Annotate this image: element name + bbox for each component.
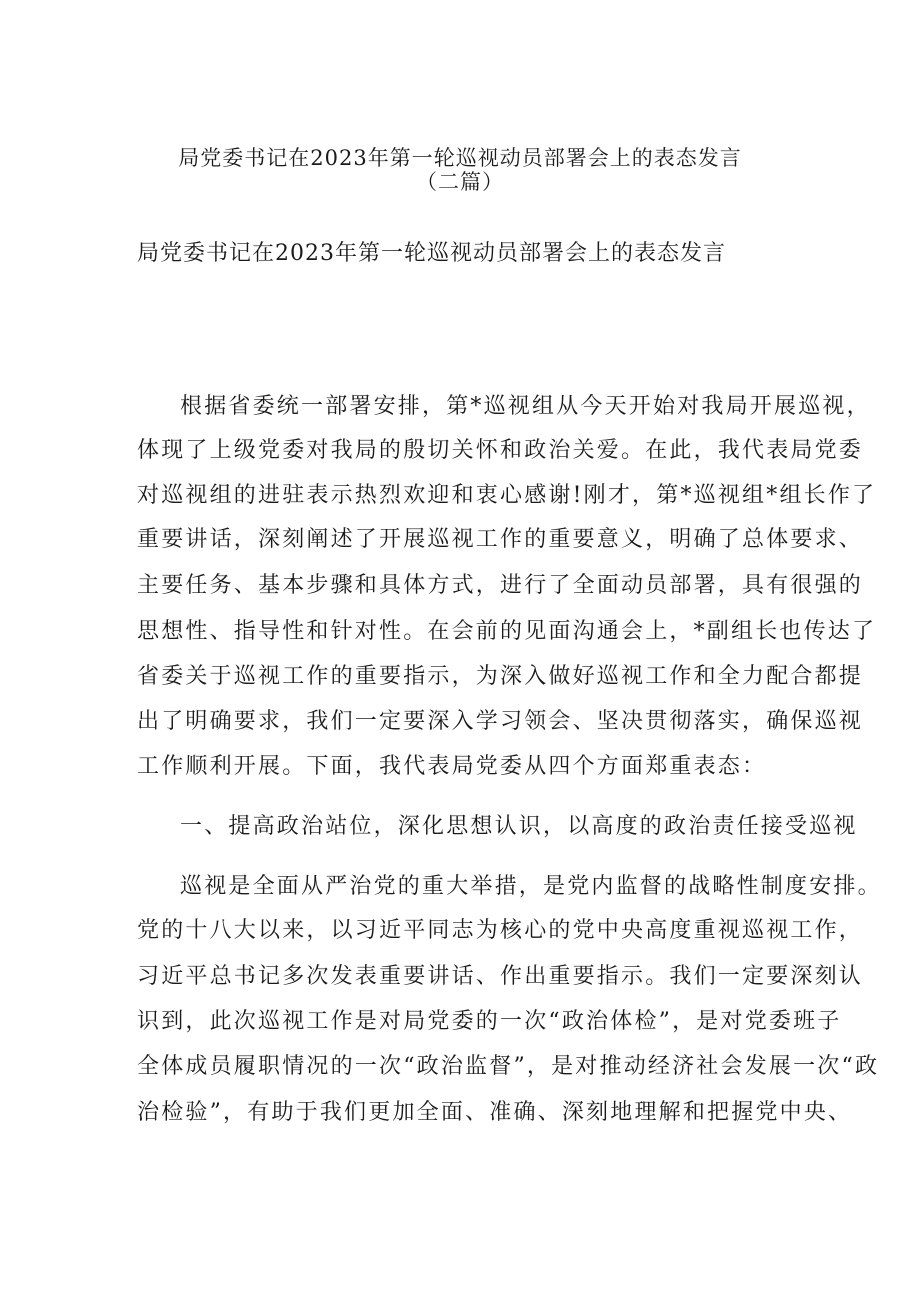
body-line: 重要讲话，深刻阐述了开展巡视工作的重要意义，明确了总体要求、: [137, 527, 864, 552]
body-line: 主要任务、基本步骤和具体方式，进行了全面动员部署，具有很强的: [137, 573, 864, 598]
document-title: 局党委书记在2023年第一轮巡视动员部署会上的表态发言: [178, 146, 742, 170]
body-line: 思想性、指导性和针对性。在会前的见面沟通会上，*副组长也传达了: [137, 619, 877, 644]
body-line: 习近平总书记多次发表重要讲话、作出重要指示。我们一定要深刻认: [137, 964, 864, 989]
body-line: 省委关于巡视工作的重要指示，为深入做好巡视工作和全力配合都提: [137, 664, 864, 689]
section-heading-1: 一、提高政治站位，深化思想认识，以高度的政治责任接受巡视: [180, 814, 858, 839]
body-line: 党的十八大以来，以习近平同志为核心的党中央高度重视巡视工作，: [137, 918, 864, 943]
body-line: 工作顺利开展。下面，我代表局党委从四个方面郑重表态：: [137, 754, 767, 779]
body-line: 全体成员履职情况的一次“政治监督”，是对推动经济社会发展一次“政: [137, 1054, 880, 1079]
body-line: 对巡视组的进驻表示热烈欢迎和衷心感谢!刚才，第*巡视组*组长作了: [137, 483, 877, 508]
body-line: 出了明确要求，我们一定要深入学习领会、坚决贯彻落实，确保巡视: [137, 709, 864, 734]
body-line: 根据省委统一部署安排，第*巡视组从今天开始对我局开展巡视，: [180, 394, 871, 419]
document-title-note: （二篇）: [416, 170, 504, 194]
body-line: 巡视是全面从严治党的重大举措，是党内监督的战略性制度安排。: [180, 874, 882, 899]
body-line: 识到，此次巡视工作是对局党委的一次“政治体检”，是对党委班子: [137, 1009, 842, 1034]
body-line: 治检验”，有助于我们更加全面、准确、深刻地理解和把握党中央、: [137, 1100, 853, 1125]
body-line: 体现了上级党委对我局的殷切关怀和政治关爱。在此，我代表局党委: [137, 438, 864, 463]
section-subheading: 局党委书记在2023年第一轮巡视动员部署会上的表态发言: [137, 241, 726, 266]
